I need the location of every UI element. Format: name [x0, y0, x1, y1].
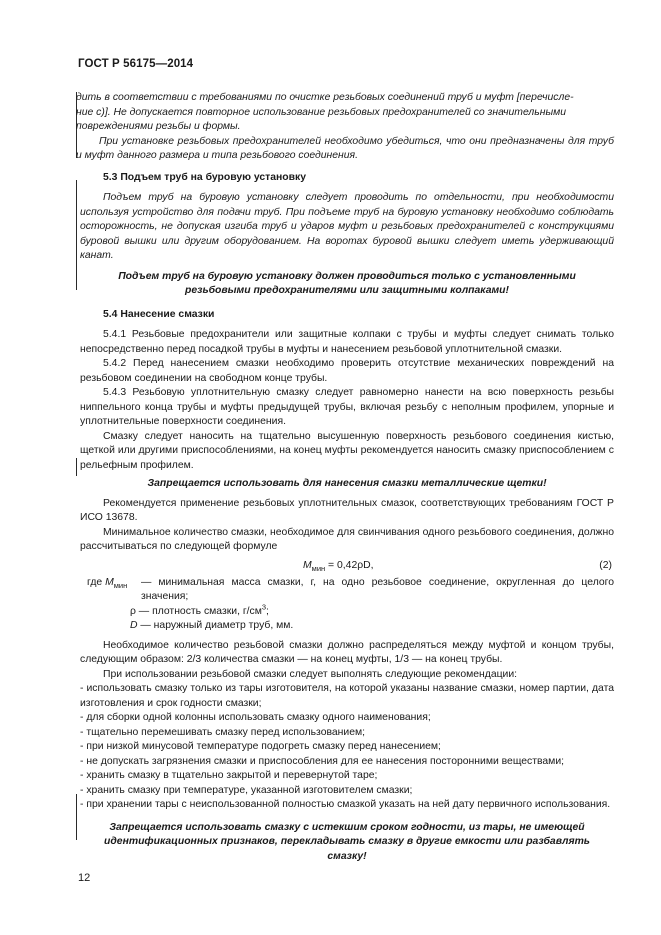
revision-bar	[76, 180, 77, 290]
list-item: - для сборки одной колонны использовать смазку одного наименования;	[80, 712, 431, 723]
where-m-symbol: M	[105, 576, 114, 588]
formula-expression	[303, 559, 374, 574]
formula-m-subscript: мин	[311, 563, 326, 573]
recommendations-list	[80, 682, 614, 813]
formula-2	[80, 559, 614, 574]
paragraph-5-4-1: 5.4.1 Резьбовые предохранители или защитные колпаки с трубы и муфты следует снимать только непосредственно перед посадкой трубы в муфты и нанесением резьбовой уплотнительной смазки.	[80, 329, 614, 355]
where-rho-sup: 3	[261, 602, 267, 612]
warning-lifting: Подъем труб на буровую установку должен проводиться только с установленными резьбовыми предохранителями или защитными колпаками!	[118, 270, 576, 296]
formula-rhs: = 0,42ρD,	[325, 559, 374, 571]
list-item: - при низкой минусовой температуре подогреть смазку перед нанесением;	[80, 741, 441, 752]
where-clause-m	[80, 576, 614, 605]
section-heading-5-4: 5.4 Нанесение смазки	[103, 308, 215, 320]
list-item: - не допускать загрязнения смазки и приспособления для ее нанесения посторонними веществами;	[80, 755, 565, 767]
page-content	[76, 91, 614, 864]
where-rho	[130, 602, 614, 620]
section-heading-5-3: 5.3 Подъем труб на буровую установку	[103, 171, 307, 183]
where-d	[130, 619, 614, 634]
where-d-text: — наружный диаметр труб, мм.	[137, 620, 294, 631]
where-m-text: — минимальная масса смазки, г, на одно резьбовое соединение, округленная до целого значения;	[141, 576, 614, 602]
paragraph-5-4-3: 5.4.3 Резьбовую уплотнительную смазку следует равномерно нанести на всю поверхность резьбы ниппельного конца трубы и муфты предыдущей трубы, включая резьбу с неполным профилем, упорные и уплотнительные поверхности соединения.	[80, 387, 614, 427]
warning-expired-grease: Запрещается использовать смазку с истекшим сроком годности, из тары, не имеющей идентификационных признаков, перекладывать смазку в другие емкости или разбавлять смазку!	[104, 821, 590, 862]
revision-bar	[76, 458, 77, 476]
paragraph-distribute: Необходимое количество резьбовой смазки должно распределяться между муфтой и концом трубы, следующим образом: 2/3 количества смазки — на конец муфты, 1/3 — на конец трубы.	[80, 639, 614, 665]
where-m-subscript: мин	[113, 580, 128, 590]
where-rho-text: ρ — плотность смазки, г/см	[130, 605, 262, 617]
list-item: - хранить смазку при температуре, указанной изготовителем смазки;	[80, 784, 413, 796]
where-rho-end: ;	[266, 605, 269, 617]
intro-line: повреждениями резьбы и формы.	[76, 121, 241, 132]
list-item: - при хранении тары с неиспользованной полностью смазкой указать на ней дату первичного использования.	[80, 799, 611, 810]
list-item: - хранить смазку в тщательно закрытой и перевернутой таре;	[80, 770, 378, 781]
list-item: - тщательно перемешивать смазку перед использованием;	[80, 726, 366, 738]
document-header: ГОСТ Р 56175—2014	[78, 58, 194, 70]
where-word: где	[87, 576, 106, 588]
paragraph-recommend: Рекомендуется применение резьбовых уплотнительных смазок, соответствующих требованиям ГОСТ Р ИСО 13678.	[80, 497, 614, 523]
paragraph-lifting: Подъем труб на буровую установку следует проводить по отдельности, при необходимости используя устройство для подачи труб. При подъеме труб на буровую установку необходимо соблюдать осторожность, не допуская изгиба труб и ударов муфт и резьбовых предохранителей с конструкциями буровой вышки или другим оборудованием. На воротах буровой вышки следует иметь удерживающий канат.	[80, 192, 614, 261]
revision-bar	[76, 794, 77, 840]
intro-line: дить в соответствии с требованиями по очистке резьбовых соединений труб и муфт [перечисле-	[76, 92, 574, 103]
list-item: - использовать смазку только из тары изготовителя, на которой указаны название смазки, номер партии, дата изготовления и срок годности смазки;	[80, 683, 614, 709]
page-number: 12	[78, 872, 91, 884]
where-label	[87, 576, 127, 591]
formula-m-symbol: M	[303, 559, 312, 571]
paragraph-min-amount: Минимальное количество смазки, необходимое для свинчивания одного резьбового соединения, должно рассчитываться по следующей формуле	[80, 526, 614, 552]
paragraph-brush: Смазку следует наносить на тщательно высушенную поверхность резьбового соединения кистью, щеткой или другими приспособлениями, на конец муфты рекомендуется наносить смазку приспособлением с рельефным профилем.	[80, 430, 614, 471]
intro-line: ние с)]. Не допускается повторное использование резьбовых предохранителей со значительными	[76, 106, 566, 118]
paragraph-5-4-2: 5.4.2 Перед нанесением смазки необходимо проверить отсутствие механических повреждений на резьбовом соединении на свободном конце трубы.	[80, 358, 614, 384]
formula-number: (2)	[599, 559, 612, 571]
paragraph-recommendations: При использовании резьбовой смазки следует выполнять следующие рекомендации:	[103, 668, 518, 680]
warning-brushes: Запрещается использовать для нанесения смазки металлические щетки!	[147, 478, 547, 489]
intro-paragraph: При установке резьбовых предохранителей необходимо убедиться, что они предназначены для труб и муфт данного размера и типа резьбового соединения.	[76, 135, 614, 161]
where-d-symbol: D	[130, 620, 138, 631]
